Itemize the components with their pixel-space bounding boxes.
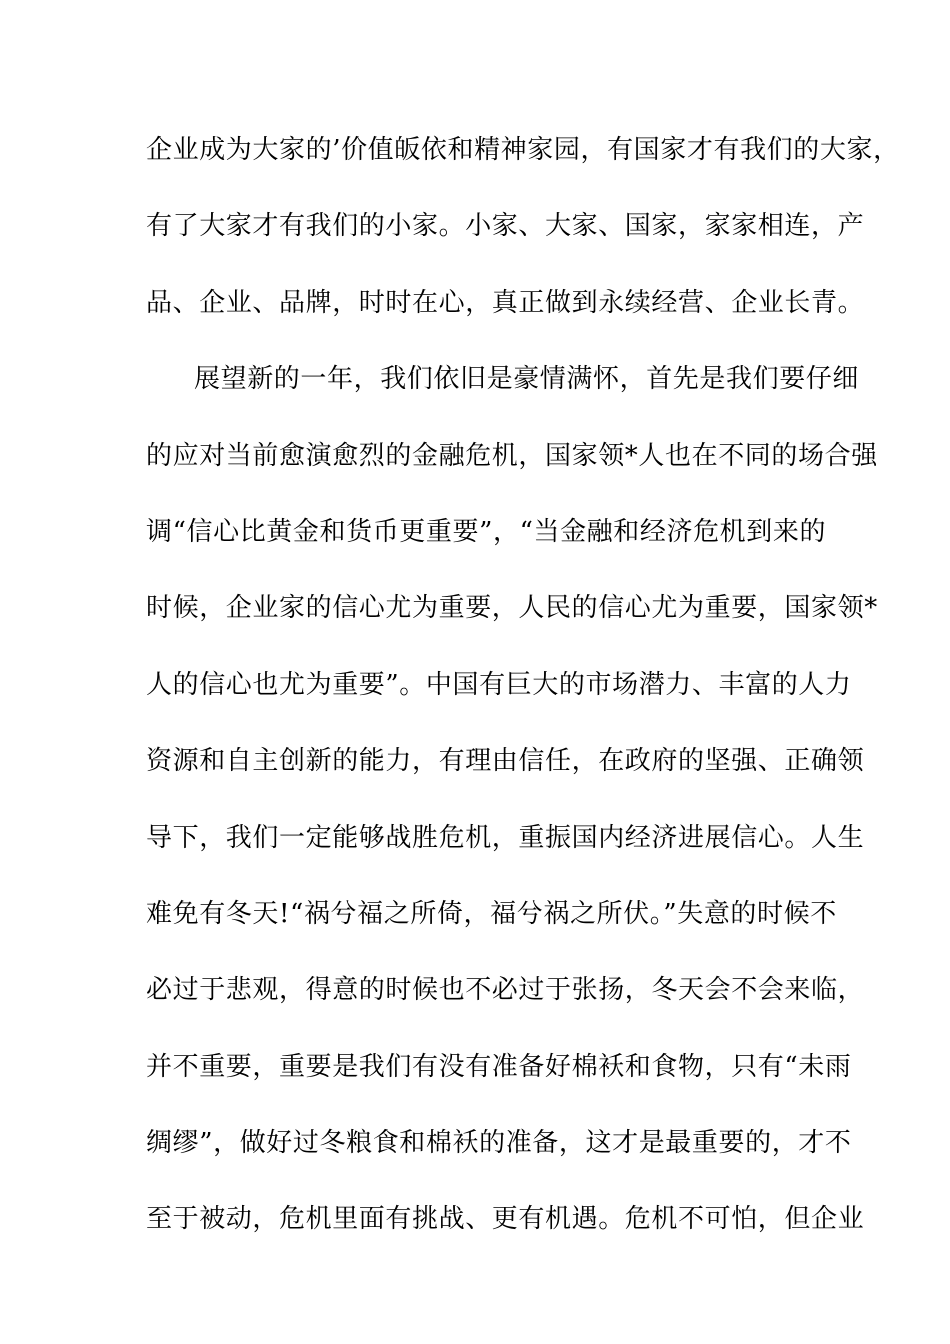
text-line: 人的信心也尤为重要”。中国有巨大的市场潜力、丰富的人力 (146, 669, 852, 700)
text-line: 导下，我们一定能够战胜危机，重振国内经济进展信心。人生 (146, 822, 865, 853)
text-line: 必过于悲观，得意的时候也不必过于张扬，冬天会不会来临， (146, 975, 865, 1006)
text-line: 品、企业、品牌，时时在心，真正做到永续经营、企业长青。 (146, 287, 865, 318)
text-line: 绸缪”，做好过冬粮食和棉袄的准备，这才是最重要的，才不 (146, 1128, 852, 1159)
text-line: 有了大家才有我们的小家。小家、大家、国家，家家相连，产 (146, 211, 865, 242)
paragraph-start-line: 展望新的一年，我们依旧是豪情满怀，首先是我们要仔细 (194, 364, 860, 395)
text-line: 调“信心比黄金和货币更重要”，“当金融和经济危机到来的 (146, 516, 827, 547)
text-line: 至于被动，危机里面有挑战、更有机遇。危机不可怕，但企业 (146, 1204, 865, 1235)
text-line: 资源和自主创新的能力，有理由信任，在政府的坚强、正确领 (146, 746, 865, 777)
text-line: 企业成为大家的’价值皈依和精神家园，有国家才有我们的大家， (146, 135, 900, 165)
text-line: 的应对当前愈演愈烈的金融危机，国家领*人也在不同的场合强 (146, 440, 878, 471)
text-line: 并不重要，重要是我们有没有准备好棉袄和食物，只有“未雨 (146, 1051, 852, 1082)
text-line: 时候，企业家的信心尤为重要，人民的信心尤为重要，国家领* (146, 593, 878, 624)
document-body (146, 128, 900, 1274)
text-line: 难免有冬天!“祸兮福之所倚，福兮祸之所伏。”失意的时候不 (146, 898, 837, 929)
